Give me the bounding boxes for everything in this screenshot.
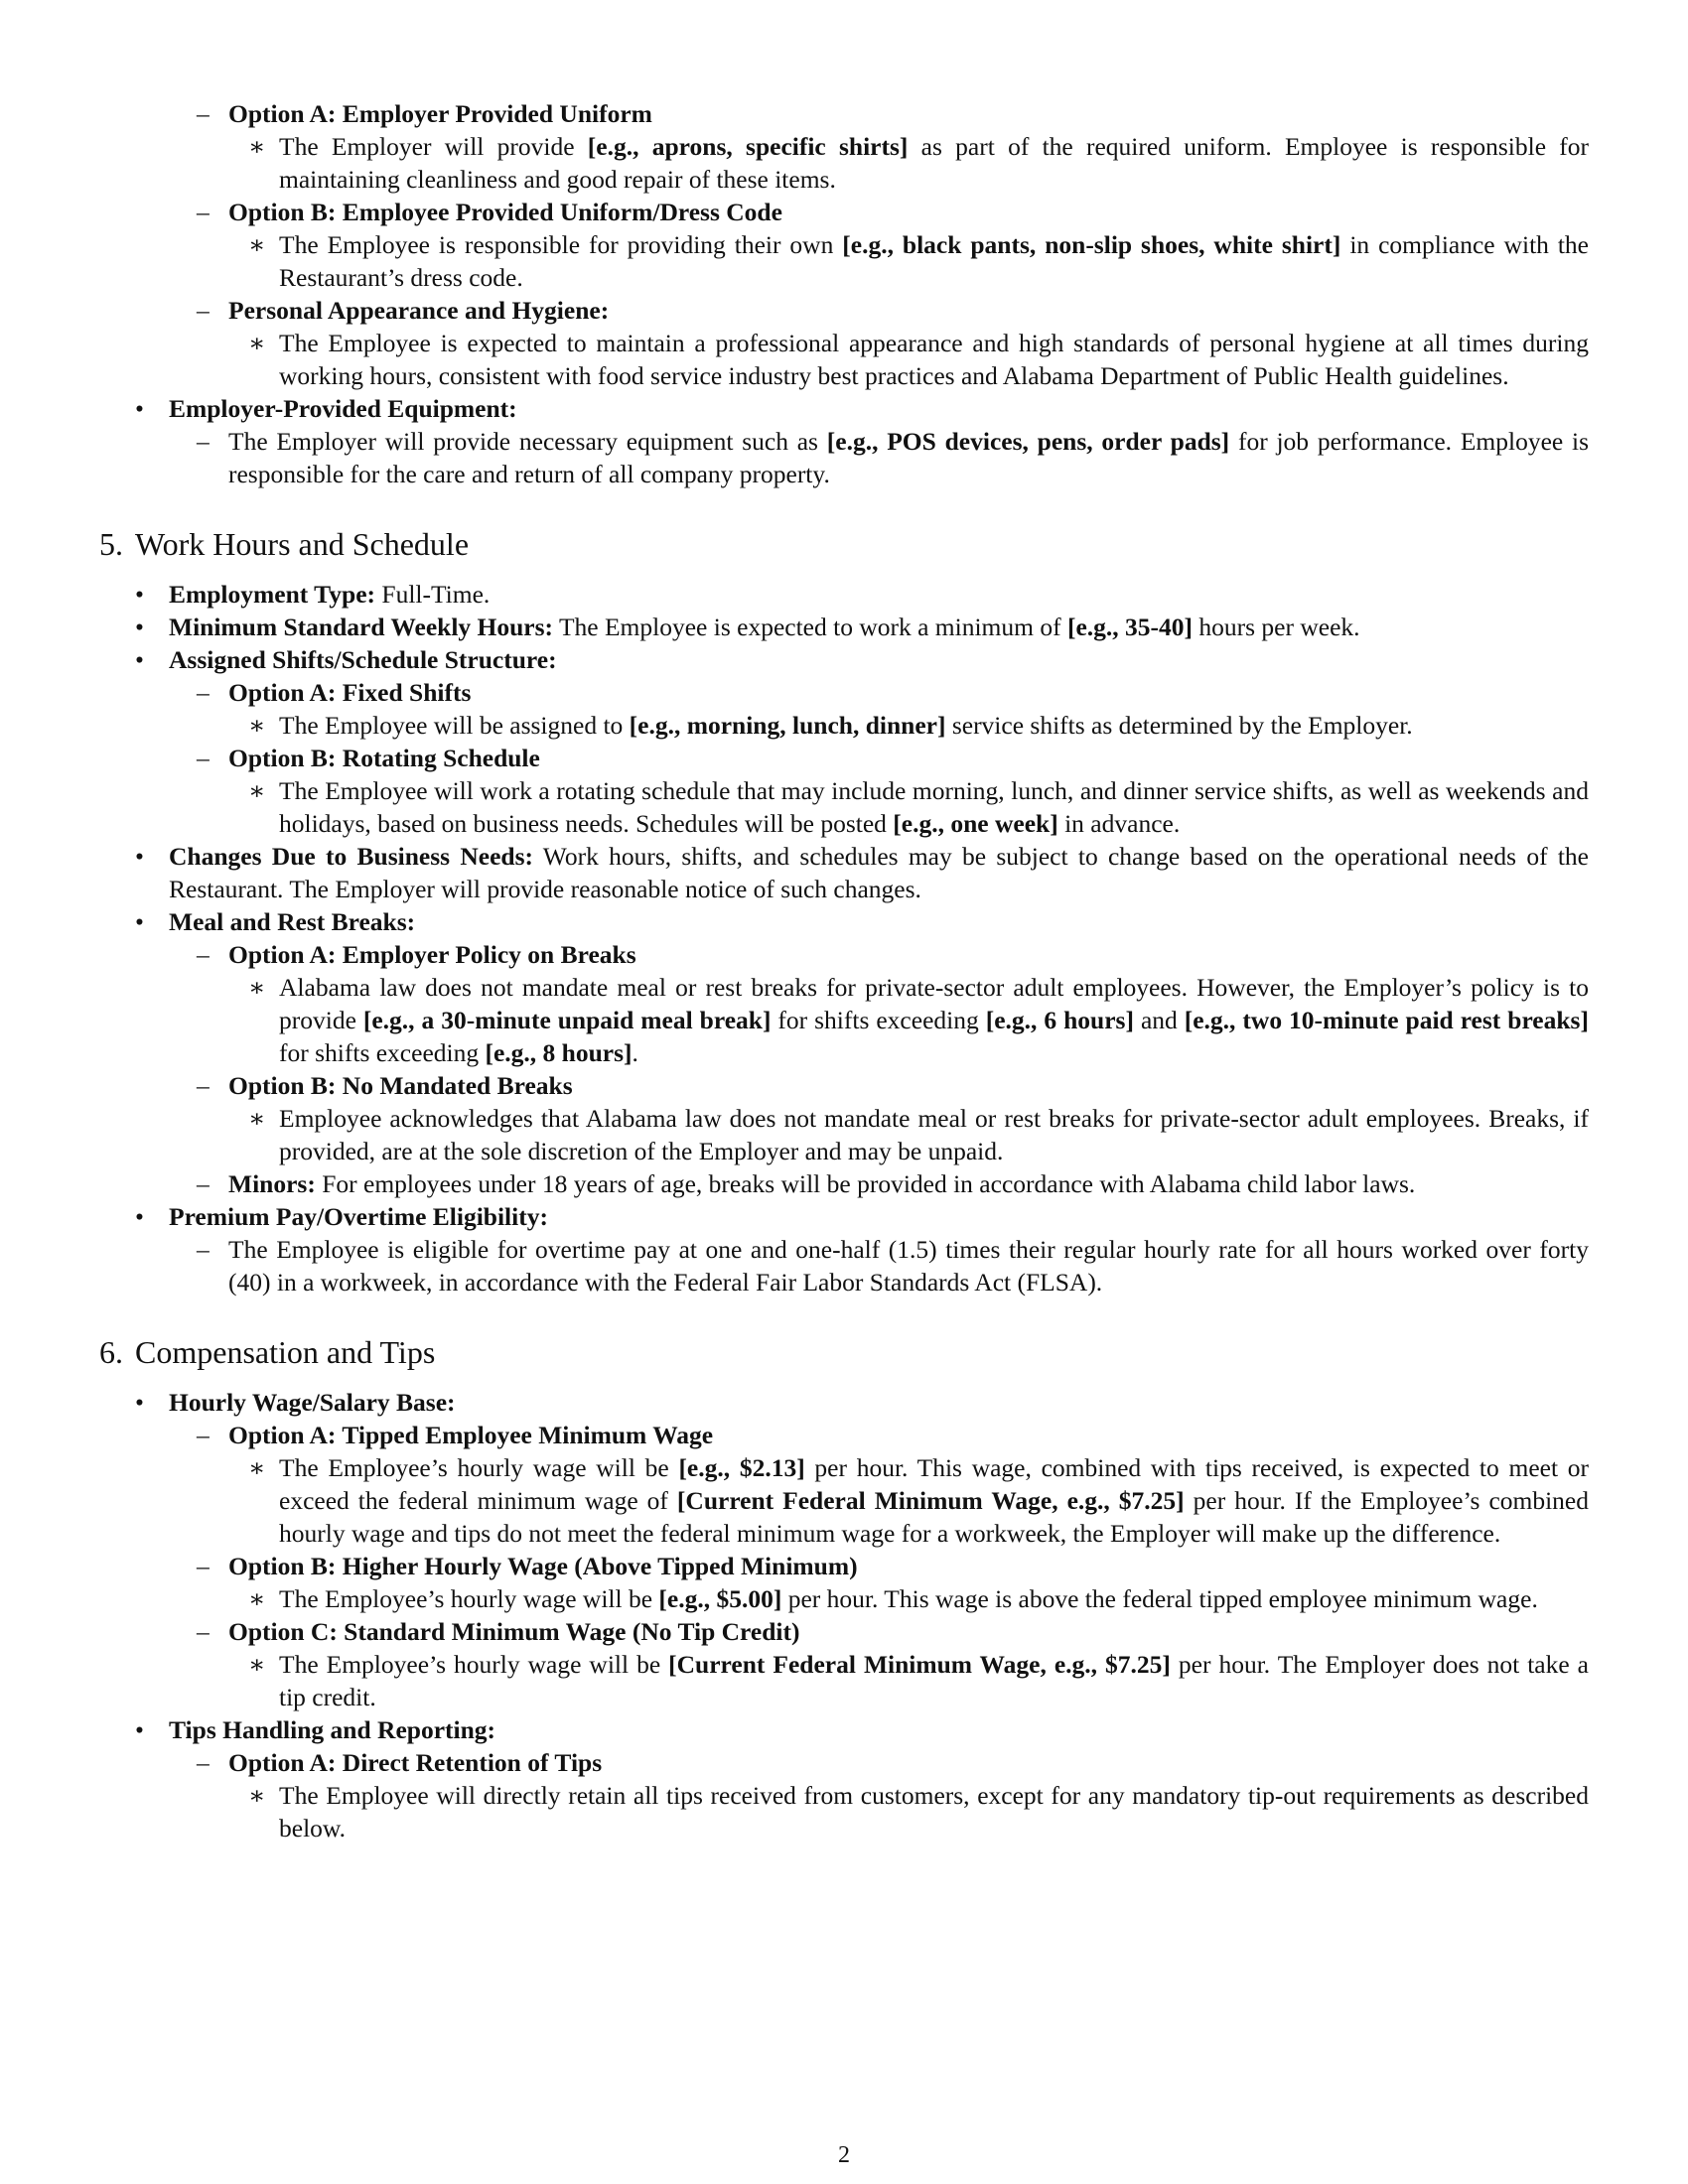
overtime-text: – The Employee is eligible for overtime pay at one and one-half (1.5) times their regular hourly rate for all hours worked over forty (40) in a workweek, in accordance with the Federal Fair Labor Standards Act (FLSA). (197, 1235, 1589, 1297)
wage-option-c-text: ∗ The Employee’s hourly wage will be [Current Federal Minimum Wage, e.g., $7.25] per hour. The Employer does not take a tip credit. (248, 1650, 1590, 1711)
uniform-option-a (99, 97, 1589, 130)
star-marker: ∗ (248, 711, 266, 740)
shifts-heading: • Assigned Shifts/Schedule Structure: (135, 645, 557, 674)
breaks-heading: • Meal and Rest Breaks: (135, 907, 416, 936)
fixed-shifts-title: – Option A: Fixed Shifts (197, 678, 472, 707)
bullet-marker: • (135, 1388, 144, 1417)
breaks-option-b-text: ∗ Employee acknowledges that Alabama law does not mandate meal or rest breaks for private-sector adult employees. Breaks, if provided, are at the sole discretion of the Employer and may be unpaid. (248, 1104, 1589, 1165)
dash-marker: – (197, 678, 210, 707)
rotating-schedule-text: ∗ The Employee will work a rotating schedule that may include morning, lunch, and dinner service shifts, as well as weekends and holidays, based on business needs. Schedules will be posted [e.g., one week] in advance. (248, 776, 1589, 838)
minors-text: – Minors: For employees under 18 years of age, breaks will be provided in accordance with Alabama child labor laws. (197, 1169, 1416, 1198)
item-title: Employer-Provided Equipment: (169, 394, 517, 423)
breaks-option-a-title: – Option A: Employer Policy on Breaks (197, 940, 636, 969)
overtime-heading: • Premium Pay/Overtime Eligibility: (135, 1202, 548, 1231)
section-number: 5. (99, 526, 123, 562)
dash-marker: – (197, 198, 210, 226)
option-title: Option B: Employee Provided Uniform/Dress Code (228, 198, 782, 226)
appearance-text: ∗ The Employee is expected to maintain a professional appearance and high standards of personal hygiene at all times during working hours, consistent with food service industry best practices and Alabama Department of Public Health guidelines. (248, 329, 1589, 390)
dash-marker: – (197, 427, 210, 456)
section-title: Compensation and Tips (135, 1334, 436, 1370)
dash-marker: – (197, 1169, 210, 1198)
dash-marker: – (197, 1552, 210, 1580)
section-number: 6. (99, 1334, 123, 1370)
breaks-option-b-title: – Option B: No Mandated Breaks (197, 1071, 573, 1100)
star-marker: ∗ (248, 973, 266, 1002)
wage-option-b-text: ∗ The Employee’s hourly wage will be [e.g., $5.00] per hour. This wage is above the federal tipped employee minimum wage. (248, 1584, 1538, 1613)
star-marker: ∗ (248, 1781, 266, 1810)
weekly-hours: • Minimum Standard Weekly Hours: The Employee is expected to work a minimum of [e.g., 35-40] hours per week. (135, 613, 1360, 641)
option-title: Option A: Employer Provided Uniform (228, 99, 652, 128)
document-page (99, 97, 1589, 1844)
section-5-heading (99, 524, 1589, 564)
star-marker: ∗ (248, 1453, 266, 1482)
bullet-marker: • (135, 907, 144, 936)
dash-marker: – (197, 99, 210, 128)
dash-marker: – (197, 1617, 210, 1646)
equipment-item (99, 392, 1589, 425)
tips-option-a-title: – Option A: Direct Retention of Tips (197, 1748, 603, 1777)
uniform-option-a-text: ∗ The Employer will provide [e.g., aprons, specific shirts] as part of the required uniform. Employee is responsible for maintaining cleanliness and good repair of these items. (248, 132, 1590, 194)
wage-heading: • Hourly Wage/Salary Base: (135, 1388, 456, 1417)
star-marker: ∗ (248, 1104, 266, 1133)
dash-marker: – (197, 1421, 210, 1449)
bullet-marker: • (135, 580, 144, 609)
dash-marker: – (197, 1235, 210, 1264)
star-marker: ∗ (248, 1584, 266, 1613)
uniform-option-b-text: ∗ The Employee is responsible for providing their own [e.g., black pants, non-slip shoes, white shirt] in compliance with the Restaurant’s dress code. (248, 230, 1589, 292)
page-number: 2 (838, 2142, 850, 2168)
fixed-shifts-text: ∗ The Employee will be assigned to [e.g., morning, lunch, dinner] service shifts as determined by the Employer. (248, 711, 1413, 740)
dash-marker: – (197, 1071, 210, 1100)
dash-marker: – (197, 744, 210, 772)
star-marker: ∗ (248, 329, 266, 357)
rotating-schedule-title: – Option B: Rotating Schedule (197, 744, 540, 772)
tips-option-a-text: ∗ The Employee will directly retain all tips received from customers, except for any mandatory tip-out requirements as described below. (248, 1781, 1589, 1843)
appearance-heading (99, 294, 1589, 327)
bullet-marker: • (135, 394, 144, 423)
dash-marker: – (197, 1748, 210, 1777)
star-marker: ∗ (248, 776, 266, 805)
wage-option-a-text: ∗ The Employee’s hourly wage will be [e.g., $2.13] per hour. This wage, combined with tips received, is expected to meet or exceed the federal minimum wage of [Current Federal Minimum Wage, e.g., $7.25] per hour. If the Employee’s combined hourly wage and tips do not meet the federal minimum wage for a workweek, the Employer will make up the difference. (248, 1453, 1590, 1548)
employment-type: • Employment Type: Full-Time. (135, 580, 491, 609)
option-title: Personal Appearance and Hygiene: (228, 296, 610, 325)
breaks-option-a-text: ∗ Alabama law does not mandate meal or rest breaks for private-sector adult employees. However, the Employer’s policy is to provide [e.g., a 30-minute unpaid meal break] for shifts exceeding [e.g., 6 hours] and [e.g., two 10-minute paid rest breaks] for shifts exceeding [e.g., 8 hours]. (248, 973, 1589, 1067)
star-marker: ∗ (248, 1650, 266, 1679)
tips-heading: • Tips Handling and Reporting: (135, 1715, 496, 1744)
bullet-marker: • (135, 1715, 144, 1744)
wage-option-c-title: – Option C: Standard Minimum Wage (No Tip Credit) (197, 1617, 800, 1646)
uniform-option-b (99, 196, 1589, 228)
dash-marker: – (197, 296, 210, 325)
wage-option-b-title: – Option B: Higher Hourly Wage (Above Tipped Minimum) (197, 1552, 858, 1580)
bullet-marker: • (135, 645, 144, 674)
section-6-heading (99, 1332, 1589, 1372)
star-marker: ∗ (248, 132, 266, 161)
wage-option-a-title: – Option A: Tipped Employee Minimum Wage (197, 1421, 714, 1449)
bullet-marker: • (135, 1202, 144, 1231)
equipment-text: – The Employer will provide necessary equipment such as [e.g., POS devices, pens, order pads] for job performance. Employee is responsible for the care and return of all company property. (197, 427, 1590, 488)
bullet-marker: • (135, 613, 144, 641)
dash-marker: – (197, 940, 210, 969)
bullet-marker: • (135, 842, 144, 871)
star-marker: ∗ (248, 230, 266, 259)
section-title: Work Hours and Schedule (135, 526, 470, 562)
business-changes: • Changes Due to Business Needs: Work hours, shifts, and schedules may be subject to change based on the operational needs of the Restaurant. The Employer will provide reasonable notice of such changes. (135, 842, 1589, 903)
